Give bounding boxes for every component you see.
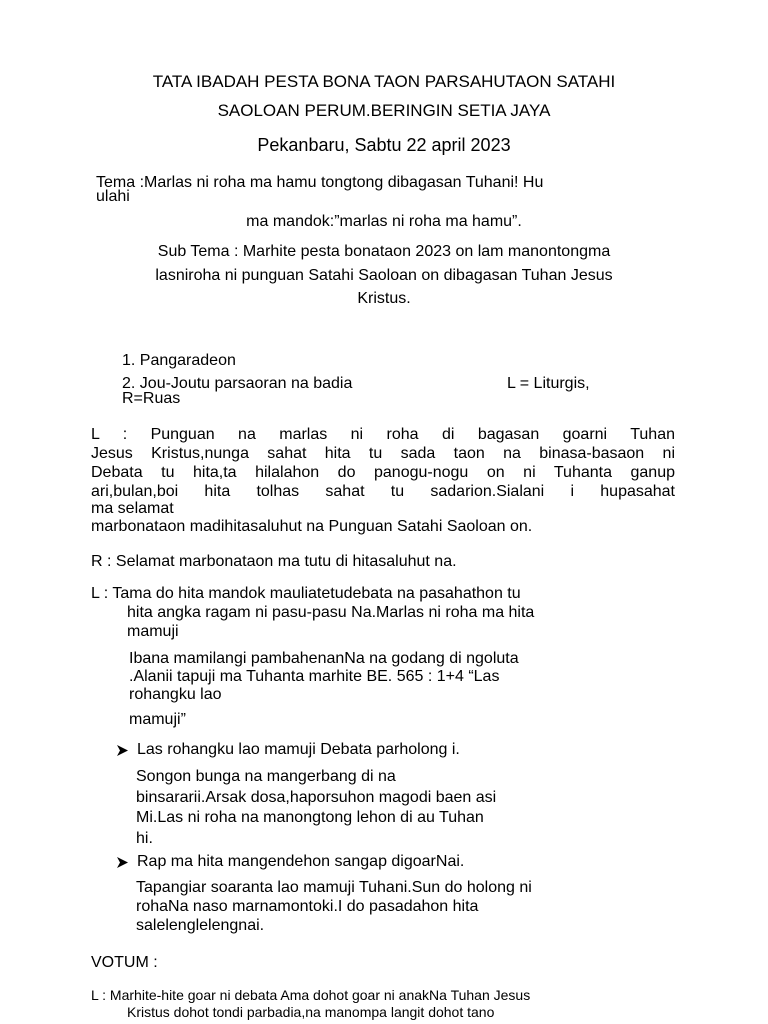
subtema-line-3: Kristus. (357, 290, 411, 307)
l2-line-1: L : Tama do hita mandok mauliatetudebata na pasahathon tu (91, 585, 521, 602)
tema-line-1: Tema :Marlas ni roha ma hamu tongtong dibagasan Tuhani! Hu (96, 174, 544, 191)
votum-line-1: L : Marhite-hite goar ni debata Ama dohot goar ni anakNa Tuhan Jesus (91, 987, 531, 1003)
verse2-line-2: rohaNa naso marnamontoki.I do pasadahon hita (136, 898, 479, 915)
title-line-2: SAOLOAN PERUM.BERINGIN SETIA JAYA (217, 101, 551, 120)
l2-line-6: rohangku lao (129, 686, 222, 703)
votum-heading: VOTUM : (91, 954, 158, 971)
verse1-line-2: binsararii.Arsak dosa,haporsuhon magodi baen asi (136, 789, 497, 806)
tema-line-3: ma mandok:”marlas ni roha ma hamu”. (246, 213, 522, 230)
l1-line-4: ari,bulan,boi hita tolhas sahat tu sadarion.Sialani i hupasahat (91, 483, 675, 500)
verse1-line-4: hi. (136, 830, 153, 847)
item-jou-joutu: 2. Jou-Joutu parsaoran na badia (122, 375, 353, 392)
l2-line-4: Ibana mamilangi pambahenanNa na godang di ngoluta (129, 650, 519, 667)
r1-line: R : Selamat marbonataon ma tutu di hitasaluhut na. (91, 553, 457, 570)
verse2-line-1: Tapangiar soaranta lao mamuji Tuhani.Sun do holong ni (136, 879, 532, 896)
votum-line-2: Kristus dohot tondi parbadia,na manompa langit dohot tano (127, 1004, 495, 1020)
verse2-line-3: salelenglelengnai. (136, 917, 265, 934)
tema-line-2: ulahi (96, 188, 130, 205)
arrow-bullet-icon (116, 744, 129, 757)
subtema-line-2: lasniroha ni punguan Satahi Saoloan on dibagasan Tuhan Jesus (155, 267, 613, 284)
l2-line-2: hita angka ragam ni pasu-pasu Na.Marlas ni roha ma hita (127, 604, 535, 621)
arrow-bullet-icon (116, 856, 129, 869)
subtema-line-1: Sub Tema : Marhite pesta bonataon 2023 on lam manontongma (157, 243, 611, 260)
l1-line-2: Jesus Kristus,nunga sahat hita tu sada taon na binasa-basaon ni (91, 445, 675, 462)
place-date: Pekanbaru, Sabtu 22 april 2023 (257, 135, 511, 155)
l1-line-3: Debata tu hita,ta hilalahon do panogu-nogu on ni Tuhanta ganup (91, 464, 675, 481)
legend-liturgis: L = Liturgis, (507, 375, 590, 392)
l2-line-7: mamuji” (129, 711, 186, 728)
title-line-1: TATA IBADAH PESTA BONA TAON PARSAHUTAON SATAHI (152, 72, 616, 91)
l2-line-3: mamuji (127, 623, 179, 640)
verse2-bullet: Rap ma hita mangendehon sangap digoarNai. (137, 853, 465, 870)
l1-line-1: L : Punguan na marlas ni roha di bagasan goarni Tuhan (91, 426, 675, 443)
legend-ruas: R=Ruas (122, 390, 181, 407)
l2-line-5: .Alanii tapuji ma Tuhanta marhite BE. 565 : 1+4 “Las (129, 668, 500, 685)
l1-line-5: ma selamat (91, 500, 174, 517)
verse1-bullet: Las rohangku lao mamuji Debata parholong i. (137, 741, 460, 758)
item-pangaradeon: 1. Pangaradeon (122, 352, 236, 369)
l1-line-6: marbonataon madihitasaluhut na Punguan Satahi Saoloan on. (91, 518, 533, 535)
verse1-line-1: Songon bunga na mangerbang di na (136, 768, 396, 785)
verse1-line-3: Mi.Las ni roha na manongtong lehon di au Tuhan (136, 809, 484, 826)
